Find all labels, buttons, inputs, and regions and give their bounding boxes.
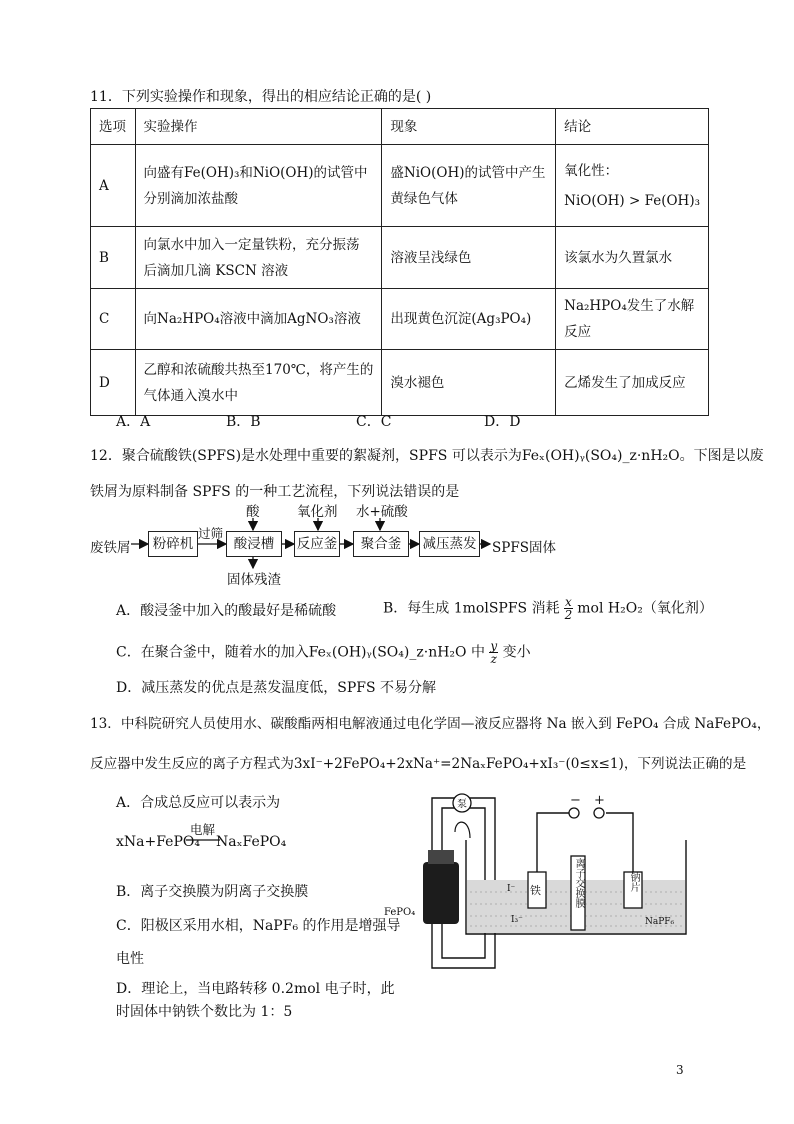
plus-terminal: + bbox=[594, 793, 605, 808]
water-acid-label: 水+硫酸 bbox=[356, 504, 408, 520]
q13-equation: xNa+FePO₄ bbox=[116, 834, 200, 850]
option-cell: C bbox=[91, 289, 136, 350]
q11-choice-a: A．A bbox=[116, 414, 151, 430]
table-header: 结论 bbox=[556, 109, 709, 145]
acid-tank-box: 酸浸槽 bbox=[226, 531, 282, 557]
q12-option-b: B．每生成 1molSPFS 消耗 $\frac{x}{2}$ mol H₂O₂（氧化剂） bbox=[383, 595, 713, 622]
operation-cell: 向Na₂HPO₄溶液中滴加AgNO₃溶液 bbox=[135, 289, 382, 350]
conclusion-cell: 氧化性： NiO(OH) > Fe(OH)₃ bbox=[556, 145, 709, 227]
acid-label: 酸 bbox=[246, 504, 260, 520]
option-cell: D bbox=[91, 350, 136, 416]
q12-option-c: C．在聚合釜中，随着水的加入Feₓ(OH)ᵧ(SO₄)_z·nH₂O 中 $\frac{y}{z}$ 变小 bbox=[116, 639, 531, 666]
phenomenon-cell: 溴水褪色 bbox=[382, 350, 556, 416]
q13-option-c-line1: C．阳极区采用水相，NaPF₆ 的作用是增强导 bbox=[116, 918, 401, 934]
iodide-label: I⁻ bbox=[507, 884, 516, 894]
filter-label: 过筛 bbox=[198, 526, 224, 541]
operation-cell: 向盛有Fe(OH)₃和NiO(OH)的试管中 分别滴加浓盐酸 bbox=[135, 145, 382, 227]
q11-choice-c: C．C bbox=[356, 414, 392, 430]
q11-choice-b: B．B bbox=[226, 414, 261, 430]
evap-box: 减压蒸发 bbox=[419, 531, 480, 557]
q13-option-b: B．离子交换膜为阴离子交换膜 bbox=[116, 884, 309, 900]
flow-start-label: 废铁屑 bbox=[90, 540, 131, 556]
reactor-box: 反应釜 bbox=[294, 531, 340, 557]
operation-cell: 向氯水中加入一定量铁粉，充分振荡 后滴加几滴 KSCN 溶液 bbox=[135, 227, 382, 289]
conclusion-cell: Na₂HPO₄发生了水解反应 bbox=[556, 289, 709, 350]
phenomenon-cell: 盛NiO(OH)的试管中产生 黄绿色气体 bbox=[382, 145, 556, 227]
page-number: 3 bbox=[676, 1063, 684, 1077]
q13-option-d-line1: D．理论上，当电路转移 0.2mol 电子时，此 bbox=[116, 981, 395, 997]
q11-choice-d: D．D bbox=[484, 414, 521, 430]
sodium-electrode-label: 钠片 bbox=[628, 872, 639, 892]
q11-stem: 11．下列实验操作和现象，得出的相应结论正确的是( ) bbox=[90, 89, 432, 105]
equation-condition: 电解 bbox=[190, 822, 216, 837]
oxidant-label: 氧化剂 bbox=[297, 504, 338, 520]
minus-terminal: − bbox=[570, 793, 581, 808]
pump-label: 泵 bbox=[457, 799, 467, 810]
q12-stem-line1: 12．聚合硫酸铁(SPFS)是水处理中重要的絮凝剂，SPFS 可以表示为Feₓ(OH)ᵧ(SO₄)_z·nH₂O。下图是以废 bbox=[90, 448, 764, 464]
q13-option-a: A．合成总反应可以表示为 bbox=[116, 795, 281, 811]
table-header: 选项 bbox=[91, 109, 136, 145]
table-header: 现象 bbox=[382, 109, 556, 145]
q12-option-d: D．减压蒸发的优点是蒸发温度低，SPFS 不易分解 bbox=[116, 680, 436, 696]
q12-option-a: A．酸浸釜中加入的酸最好是稀硫酸 bbox=[116, 603, 337, 619]
conclusion-cell: 乙烯发生了加成反应 bbox=[556, 350, 709, 416]
option-cell: B bbox=[91, 227, 136, 289]
iron-electrode-label: 铁 bbox=[530, 884, 541, 897]
product-label: SPFS固体 bbox=[492, 540, 556, 556]
q13-stem-line1: 13．中科院研究人员使用水、碳酸酯两相电解液通过电化学固—液反应器将 Na 嵌入到 FePO₄ 合成 NaFePO₄， bbox=[90, 716, 771, 732]
conclusion-cell: 该氯水为久置氯水 bbox=[556, 227, 709, 289]
residue-label: 固体残渣 bbox=[227, 572, 281, 588]
crusher-box: 粉碎机 bbox=[148, 531, 198, 557]
table-header: 实验操作 bbox=[135, 109, 382, 145]
operation-cell: 乙醇和浓硫酸共热至170℃，将产生的 气体通入溴水中 bbox=[135, 350, 382, 416]
q13-option-c-line2: 电性 bbox=[116, 951, 144, 967]
polymer-box: 聚合釜 bbox=[353, 531, 409, 557]
phenomenon-cell: 溶液呈浅绿色 bbox=[382, 227, 556, 289]
equation-product: NaₓFePO₄ bbox=[216, 834, 287, 850]
q13-option-d-line2: 时固体中钠铁个数比为 1：5 bbox=[116, 1004, 293, 1020]
q13-stem-line2: 反应器中发生反应的离子方程式为3xI⁻+2FePO₄+2xNa⁺=2NaₓFePO₄+xI₃⁻(0≤x≤1)，下列说法正确的是 bbox=[90, 756, 747, 772]
fepo4-label: FePO₄ bbox=[384, 907, 416, 918]
phenomenon-cell: 出现黄色沉淀(Ag₃PO₄) bbox=[382, 289, 556, 350]
napf6-label: NaPF₆ bbox=[645, 917, 675, 927]
option-cell: A bbox=[91, 145, 136, 227]
q12-stem-line2: 铁屑为原料制备 SPFS 的一种工艺流程，下列说法错误的是 bbox=[90, 484, 460, 500]
triiodide-label: I₃⁻ bbox=[511, 915, 523, 925]
membrane-label: 离子交换膜 bbox=[573, 858, 584, 908]
